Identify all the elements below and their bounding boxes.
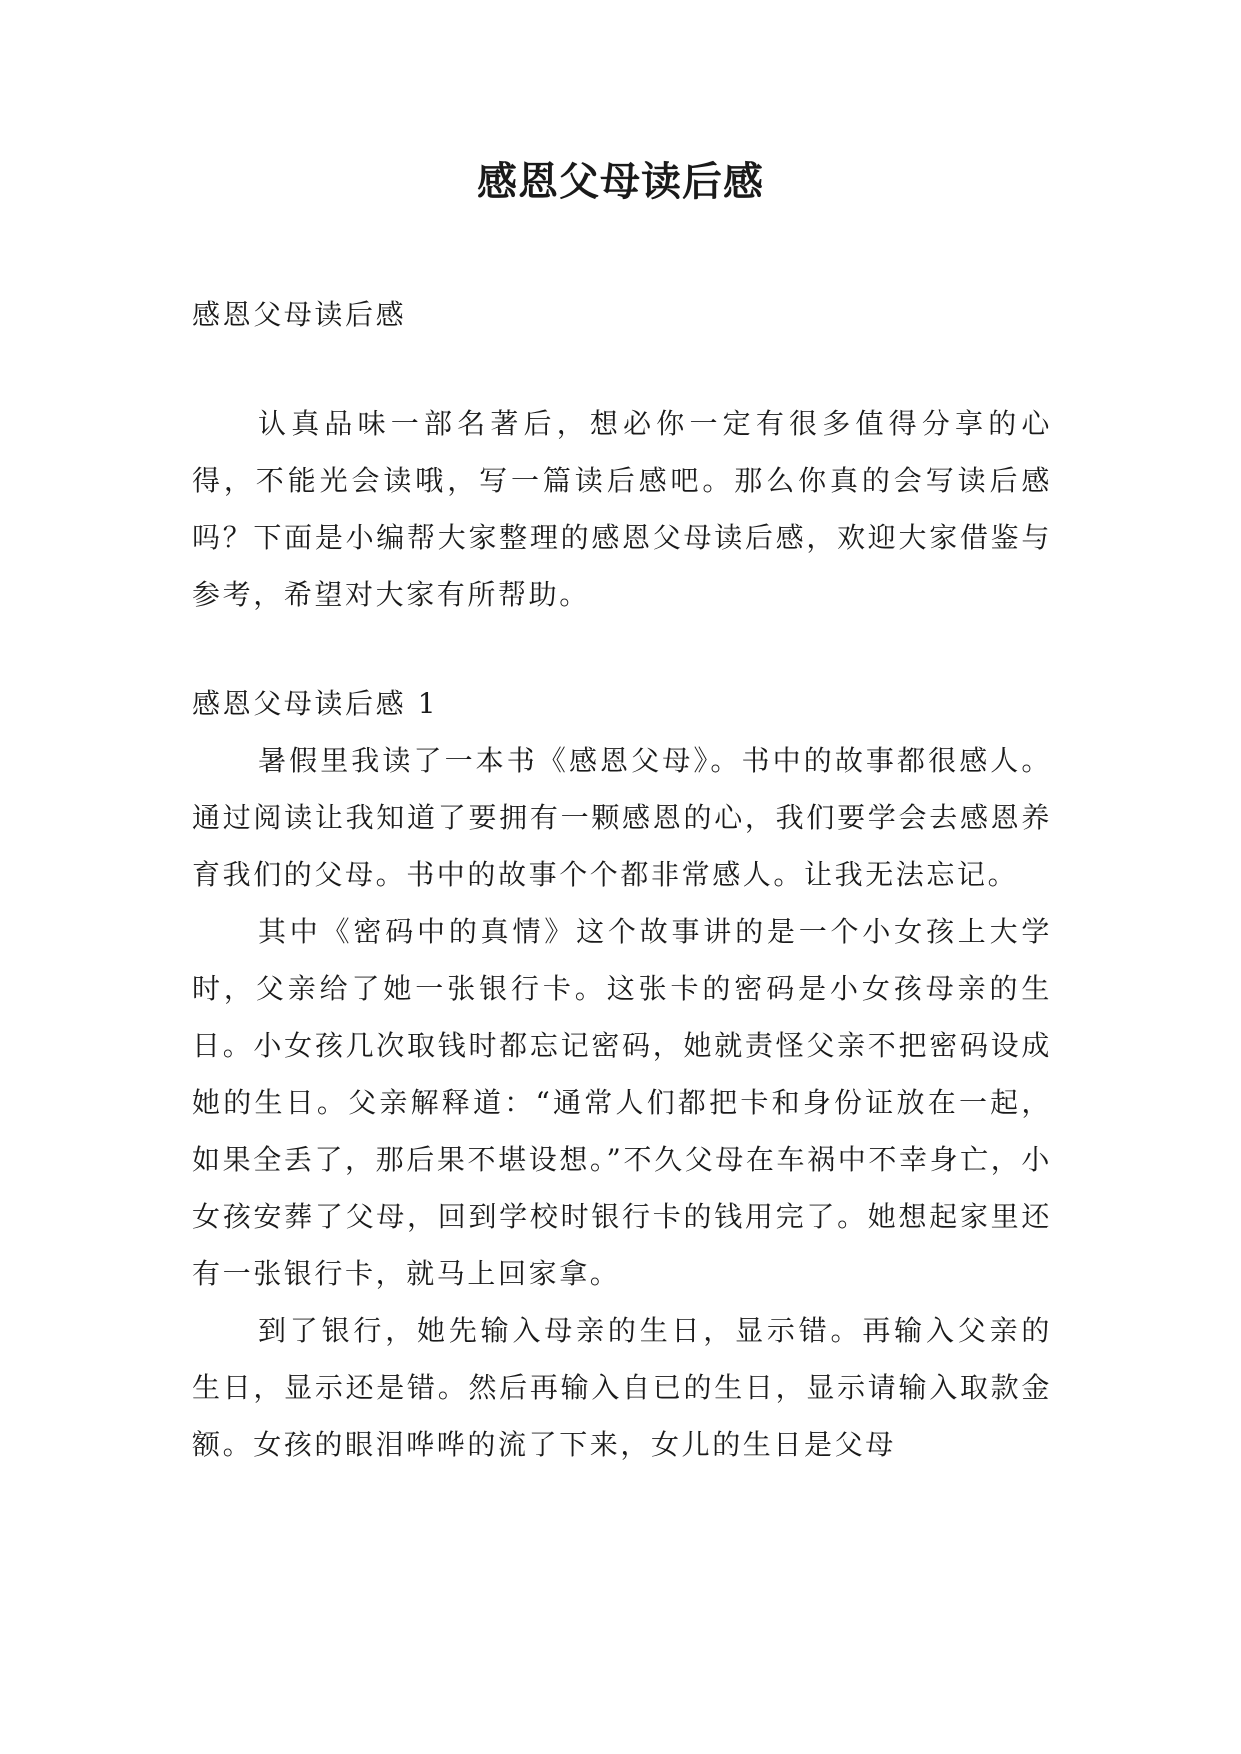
body-paragraph: 其中《密码中的真情》这个故事讲的是一个小女孩上大学时，父亲给了她一张银行卡。这张卡的密码是小女孩母亲的生日。小女孩几次取钱时都忘记密码，她就责怪父亲不把密码设成她的生日。父亲解释道：“通常人们都把卡和身份证放在一起，如果全丢了，那后果不堪设想。”不久父母在车祸中不幸身亡，小女孩安葬了父母，回到学校时银行卡的钱用完了。她想起家里还有一张银行卡，就马上回家拿。 (192, 915, 1052, 1290)
section-heading: 感恩父母读后感 1 (192, 687, 439, 720)
body-paragraph: 到了银行，她先输入母亲的生日，显示错。再输入父亲的生日，显示还是错。然后再输入自已的生日，显示请输入取款金额。女孩的眼泪哗哗的流了下来，女儿的生日是父母 (192, 1314, 1052, 1461)
document-body (192, 286, 1052, 1473)
spacer (192, 623, 1052, 675)
intro-paragraph: 认真品味一部名著后，想必你一定有很多值得分享的心得，不能光会读哦，写一篇读后感吧。那么你真的会写读后感吗？下面是小编帮大家整理的感恩父母读后感，欢迎大家借鉴与参考，希望对大家有所帮助。 (192, 407, 1052, 611)
subheading: 感恩父母读后感 (192, 298, 407, 331)
body-paragraph: 暑假里我读了一本书《感恩父母》。书中的故事都很感人。通过阅读让我知道了要拥有一颗感恩的心，我们要学会去感恩养育我们的父母。书中的故事个个都非常感人。让我无法忘记。 (192, 744, 1052, 891)
spacer (192, 343, 1052, 395)
document-title: 感恩父母读后感 (477, 159, 764, 205)
